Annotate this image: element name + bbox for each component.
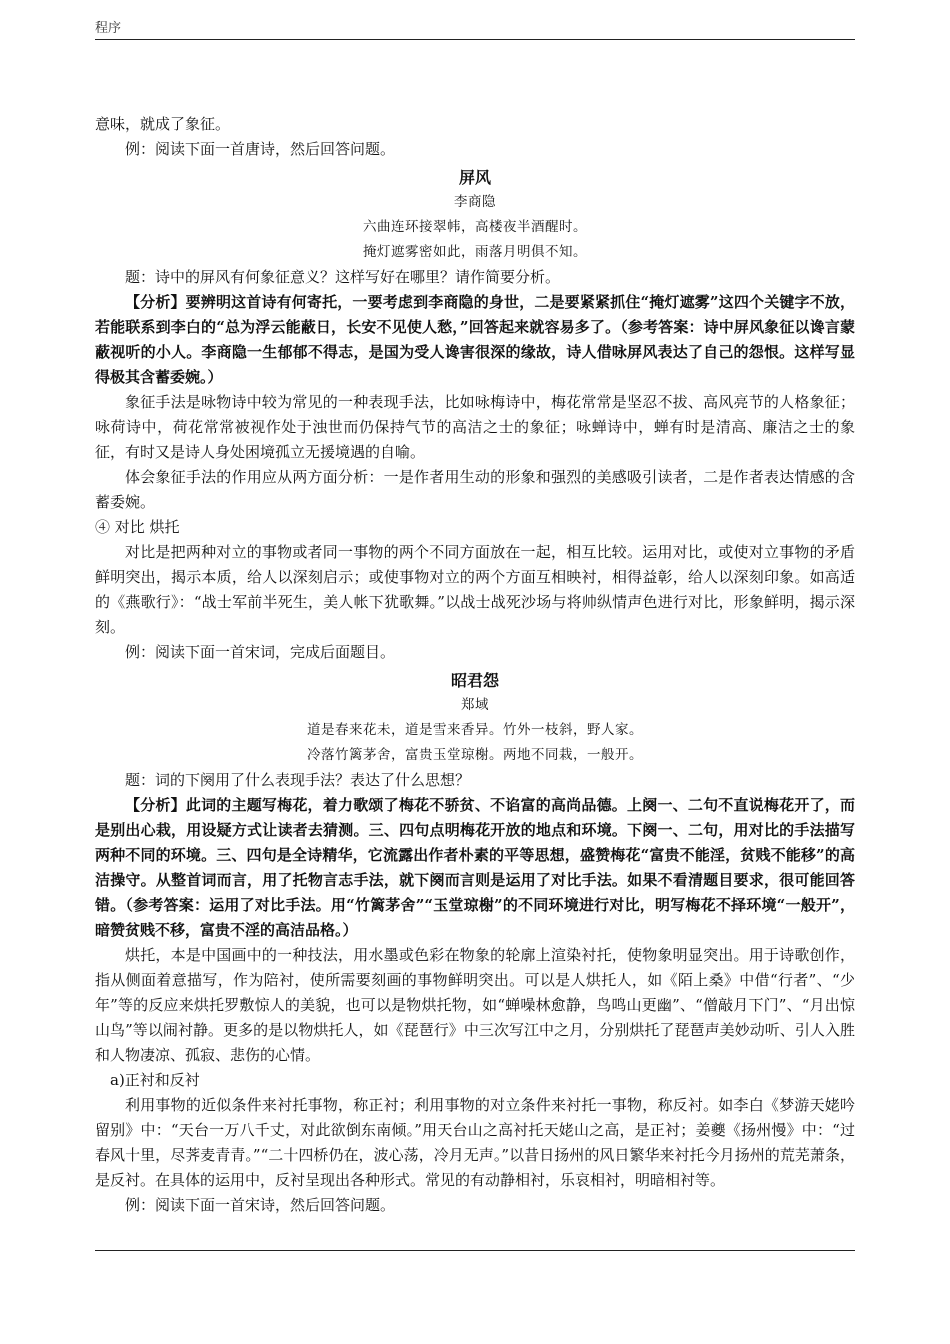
poem-author: 郑域 xyxy=(461,697,489,713)
header-label: 程序 xyxy=(95,21,122,36)
poem-line: 冷落竹篱茅舍，富贵玉堂琼榭。两地不同栽，一般开。 xyxy=(307,747,643,763)
example-intro: 例：阅读下面一首唐诗，然后回答问题。 xyxy=(125,140,396,158)
poem-author: 李商隐 xyxy=(454,194,496,210)
section-heading: ④ 对比 烘托 xyxy=(95,518,180,536)
example-intro: 例：阅读下面一首宋词，完成后面题目。 xyxy=(125,643,396,661)
example-intro: 例：阅读下面一首宋诗，然后回答问题。 xyxy=(125,1196,396,1214)
poem-line: 道是春来花未，道是雪来香异。竹外一枝斜，野人家。 xyxy=(307,722,643,738)
footer-rule xyxy=(95,1250,855,1251)
paragraph: 烘托，本是中国画中的一种技法，用水墨或色彩在物象的轮廓上渲染衬托，使物象明显突出。用于诗歌创作，指从侧面着意描写，作为陪衬，使所需要刻画的事物鲜明突出。可以是人烘托人，如《陌上桑》中借“行者”、“少年”等的反应来烘托罗敷惊人的美貌，也可以是物烘托物，如“蝉噪林愈静，鸟鸣山更幽”、“僧敲月下门”、“月出惊山鸟”等以闹衬静。更多的是以物烘托人，如《琵琶行》中三次写江中之月，分别烘托了琵琶声美妙动听、引人入胜和人物凄凉、孤寂、悲伤的心情。 xyxy=(95,946,855,1064)
analysis: 【分析】此词的主题写梅花，着力歌颂了梅花不骄贫、不谄富的高尚品德。上阕一、二句不直说梅花开了，而是别出心栽，用设疑方式让读者去猜测。三、四句点明梅花开放的地点和环境。下阕一、二句，用对比的手法描写两种不同的环境。三、四句是全诗精华，它流露出作者朴素的平等思想，盛赞梅花“富贵不能淫，贫贱不能移”的高洁操守。从整首词而言，用了托物言志手法，就下阕而言则是运用了对比手法。如果不看清题目要求，很可能回答错。（参考答案：运用了对比手法。用“竹篱茅舍”“玉堂琼榭”的不同环境进行对比，明写梅花不择环境“一般开”，暗赞贫贱不移，富贵不淫的高洁品格。） xyxy=(95,796,855,939)
poem-line: 六曲连环接翠帏，高楼夜半酒醒时。 xyxy=(363,219,587,235)
question: 题：诗中的屏风有何象征意义？这样写好在哪里？请作简要分析。 xyxy=(125,268,561,286)
page-header xyxy=(95,20,855,40)
poem-title: 昭君怨 xyxy=(450,671,499,690)
paragraph: 体会象征手法的作用应从两方面分析：一是作者用生动的形象和强烈的美感吸引读者，二是作者表达情感的含蓄委婉。 xyxy=(95,468,855,511)
document-body xyxy=(95,112,855,1218)
paragraph: 对比是把两种对立的事物或者同一事物的两个不同方面放在一起，相互比较。运用对比，或使对立事物的矛盾鲜明突出，揭示本质，给人以深刻启示；或使事物对立的两个方面互相映衬，相得益彰，给人以深刻印象。如高适的《燕歌行》：“战士军前半死生，美人帐下犹歌舞。”以战士战死沙场与将帅纵情声色进行对比，形象鲜明，揭示深刻。 xyxy=(95,543,855,636)
subsection-heading: a)正衬和反衬 xyxy=(110,1071,200,1089)
paragraph: 利用事物的近似条件来衬托事物，称正衬；利用事物的对立条件来衬托一事物，称反衬。如李白《梦游天姥吟留别》中：“天台一万八千丈，对此欲倒东南倾。”用天台山之高衬托天姥山之高，是正衬；姜夔《扬州慢》中：“过春风十里，尽荠麦青青。”“二十四桥仍在，波心荡，冷月无声。”以昔日扬州的风日繁华来衬托今月扬州的荒芜萧条，是反衬。在具体的运用中，反衬呈现出各种形式。常见的有动静相衬，乐哀相衬，明暗相衬等。 xyxy=(95,1096,855,1189)
poem-title: 屏风 xyxy=(458,168,491,187)
analysis: 【分析】要辨明这首诗有何寄托，一要考虑到李商隐的身世，二是要紧紧抓住“掩灯遮雾”这四个关键字不放，若能联系到李白的“总为浮云能蔽日，长安不见使人愁，”回答起来就容易多了。（参考答案：诗中屏风象征以谗言蒙蔽视听的小人。李商隐一生郁郁不得志，是国为受人谗害很深的缘故，诗人借咏屏风表达了自己的怨恨。这样写显得极其含蓄委婉。） xyxy=(95,293,855,386)
poem-line: 掩灯遮雾密如此，雨落月明俱不知。 xyxy=(363,244,587,260)
question: 题：词的下阕用了什么表现手法？表达了什么思想？ xyxy=(125,771,471,789)
paragraph: 象征手法是咏物诗中较为常见的一种表现手法，比如咏梅诗中，梅花常常是坚忍不拔、高风亮节的人格象征；咏荷诗中，荷花常常被视作处于浊世而仍保持气节的高洁之士的象征；咏蝉诗中，蝉有时是清高、廉洁之士的象征，有时又是诗人身处困境孤立无援境遇的自喻。 xyxy=(95,393,855,461)
paragraph: 意味，就成了象征。 xyxy=(95,115,231,133)
